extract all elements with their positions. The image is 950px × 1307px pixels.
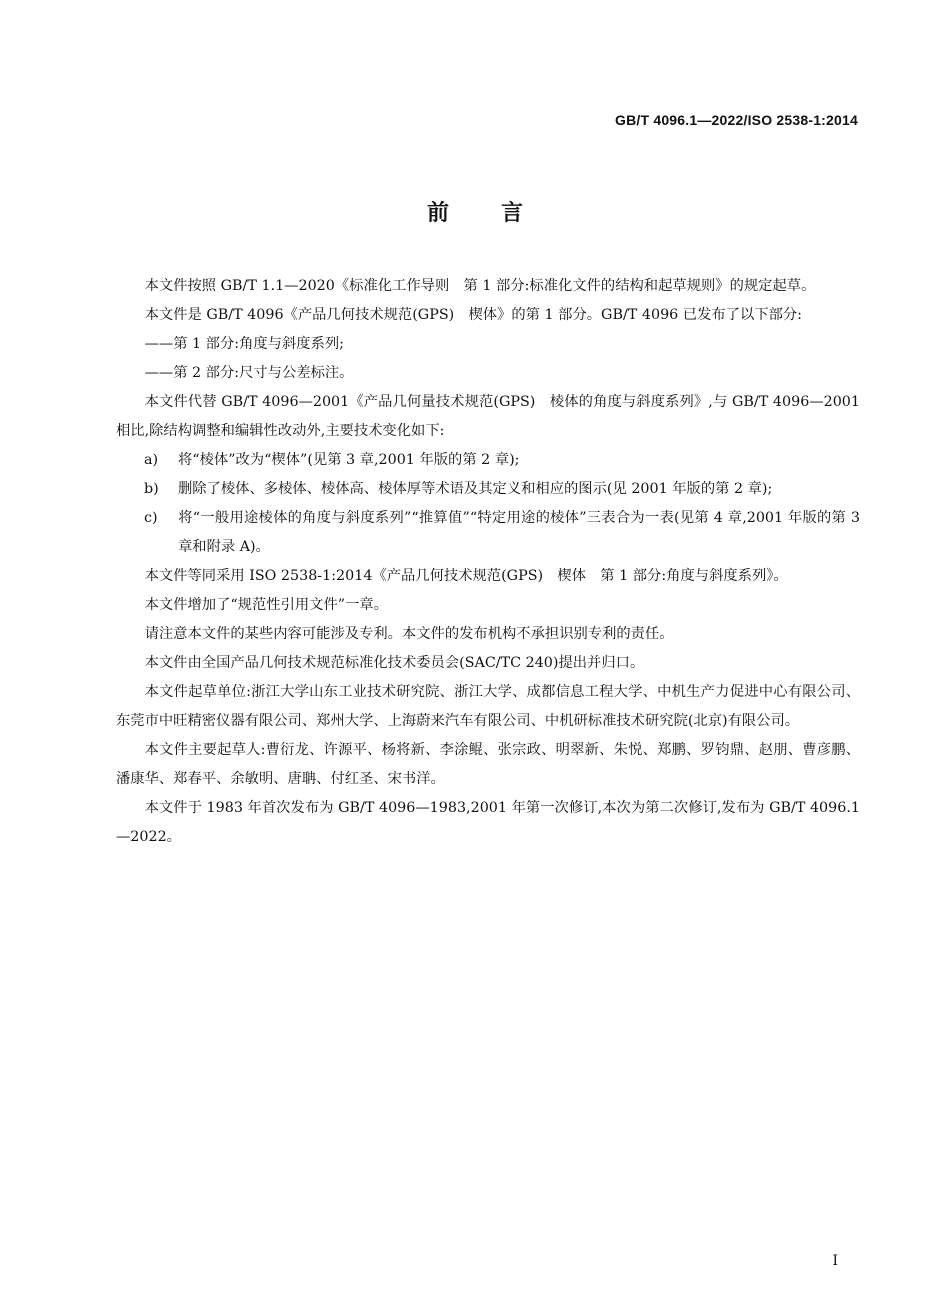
standard-number: GB/T 4096.1—2022/ISO 2538-1:2014 [615,112,858,128]
change-list-item [116,475,860,504]
list-marker: c) [144,510,158,526]
paragraph-series-parts: 本文件是 GB/T 4096《产品几何技术规范(GPS) 楔体》的第 1 部分。GB/T 4096 已发布了以下部分: [144,307,802,323]
list-item-text: 将“一般用途棱体的角度与斜度系列”“推算值”“特定用途的棱体”三表合为一表(见第 4 章,2001 年版的第 3 章和附录 A)。 [178,510,860,555]
paragraph-patent-notice: 请注意本文件的某些内容可能涉及专利。本文件的发布机构不承担识别专利的责任。 [144,626,674,642]
list-item-text: 删除了棱体、多棱体、棱体高、棱体厚等术语及其定义和相应的图示(见 2001 年版的第 2 章); [178,481,773,497]
part-list-item: ——第 1 部分:角度与斜度系列; [144,336,344,352]
paragraph-iso-adoption: 本文件等同采用 ISO 2538-1:2014《产品几何技术规范(GPS) 楔体 第 1 部分:角度与斜度系列》。 [144,568,788,584]
paragraph-added-chapter: 本文件增加了“规范性引用文件”一章。 [144,597,388,613]
paragraph-drafters: 本文件主要起草人:曹衍龙、许源平、杨将新、李涂鲲、张宗政、明翠新、朱悦、郑鹏、罗钧鼎、赵朋、曹彦鹏、潘康华、郑春平、余敏明、唐聃、付红圣、宋书洋。 [116,742,860,787]
list-marker: b) [144,481,159,497]
paragraph-drafting-units: 本文件起草单位:浙江大学山东工业技术研究院、浙江大学、成都信息工程大学、中机生产力促进中心有限公司、东莞市中旺精密仪器有限公司、郑州大学、上海蔚来汽车有限公司、中机研标准技术研究院(北京)有限公司。 [116,684,860,729]
list-marker: a) [144,452,159,468]
paragraph-history: 本文件于 1983 年首次发布为 GB/T 4096—1983,2001 年第一次修订,本次为第二次修订,发布为 GB/T 4096.1—2022。 [116,800,860,845]
list-item-text: 将“棱体”改为“楔体”(见第 3 章,2001 年版的第 2 章); [178,452,520,468]
part-list-item: ——第 2 部分:尺寸与公差标注。 [144,365,354,381]
page-number: I [832,1253,838,1269]
change-list-item [116,504,860,562]
paragraph-drafting-rules: 本文件按照 GB/T 1.1—2020《标准化工作导则 第 1 部分:标准化文件的结构和起草规则》的规定起草。 [144,278,816,294]
paragraph-replacement: 本文件代替 GB/T 4096—2001《产品几何量技术规范(GPS) 棱体的角度与斜度系列》,与 GB/T 4096—2001 相比,除结构调整和编辑性改动外,主要技术变化如下: [116,394,860,439]
paragraph-committee: 本文件由全国产品几何技术规范标准化技术委员会(SAC/TC 240)提出并归口。 [144,655,645,671]
change-list-item [116,446,860,475]
document-body [116,272,860,852]
page-title: 前言 [426,201,575,226]
